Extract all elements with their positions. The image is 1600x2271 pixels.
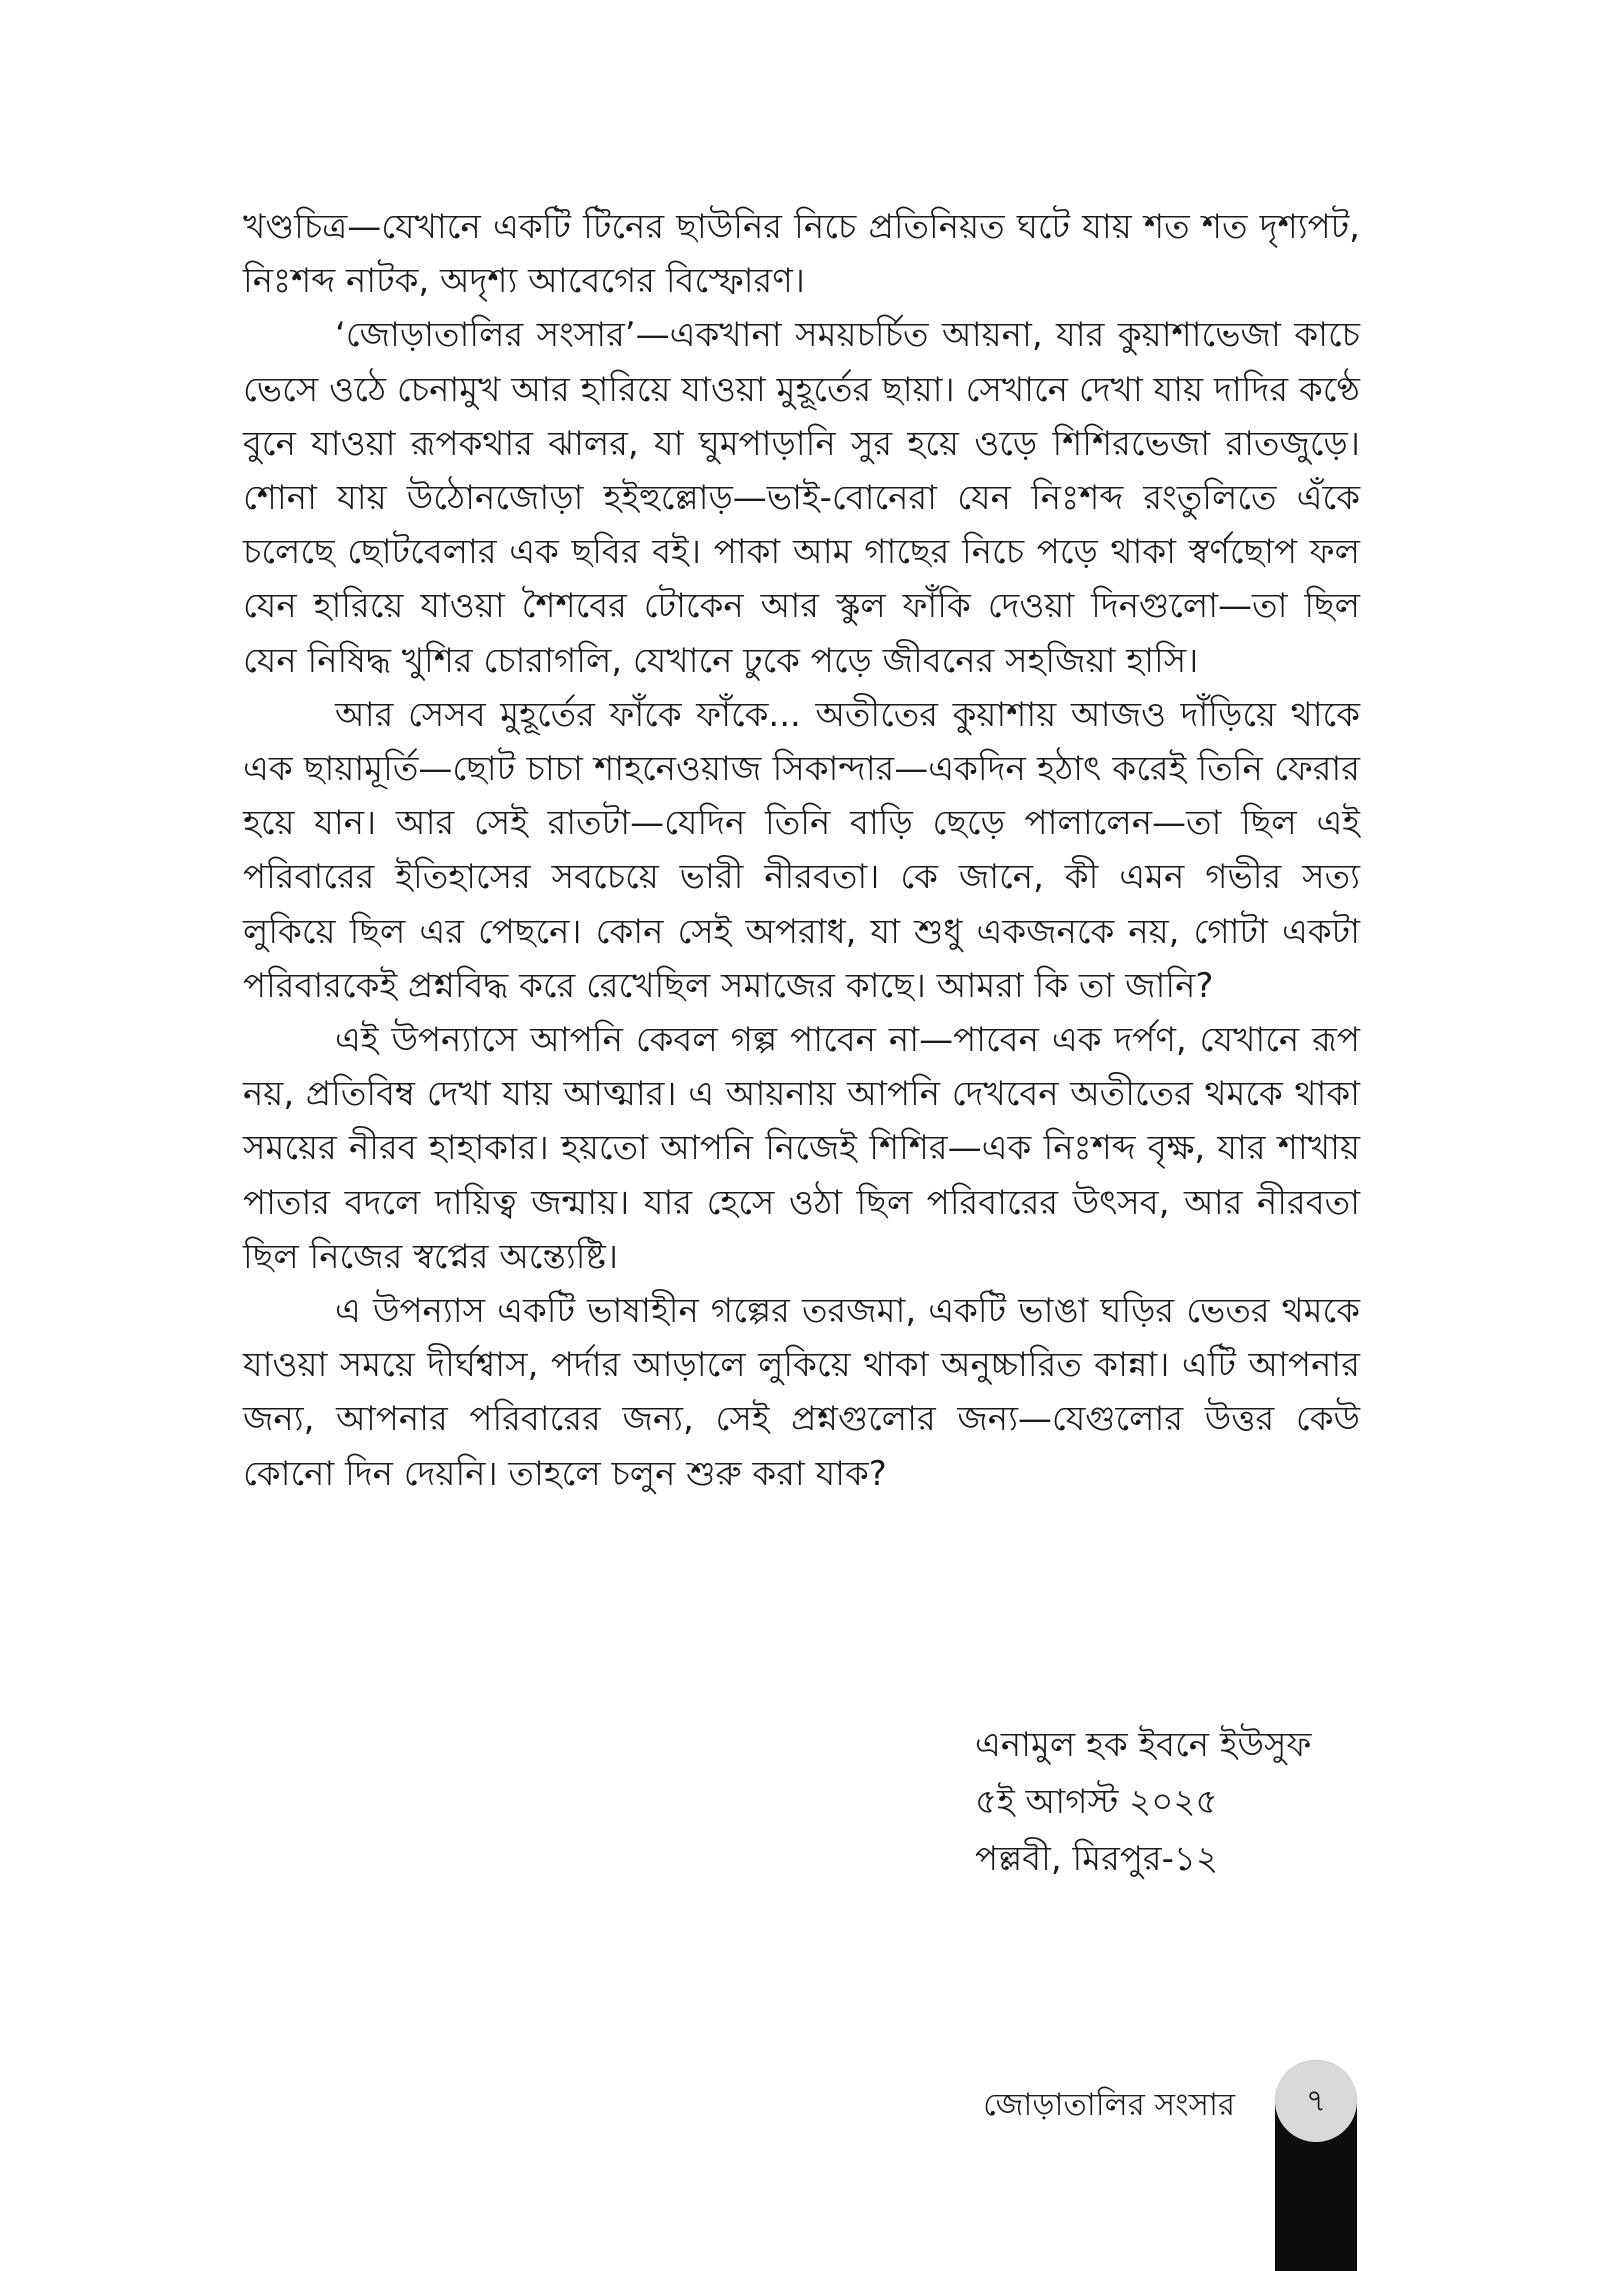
paragraph: আর সেসব মুহূর্তের ফাঁকে ফাঁকে... অতীতের কুয়াশায় আজও দাঁড়িয়ে থাকে এক ছায়ামূর্তি—ছোট চাচা শাহনেওয়াজ সিকান্দার—একদিন হঠাৎ করেই তিনি ফেরার হয়ে যান। আর সেই রাতটা—যেদিন তিনি বাড়ি ছেড়ে পালালেন—তা ছিল এই পরিবারের ইতিহাসের সবচেয়ে ভারী নীরবতা। কে জানে, কী এমন গভীর সত্য লুকিয়ে ছিল এর পেছনে। কোন সেই অপরাধ, যা শুধু একজনকে নয়, গোটা একটা পরিবারকেই প্রশ্নবিদ্ধ করে রেখেছিল সমাজের কাছে। আমরা কি তা জানি? (243, 694, 1360, 1006)
page-number: ৭ (1275, 2060, 1357, 2142)
running-footer-title: জোড়াতালির সংসার (983, 2087, 1235, 2123)
paragraph: এ উপন্যাস একটি ভাষাহীন গল্পের তরজমা, একটি ভাঙা ঘড়ির ভেতর থমকে যাওয়া সময়ে দীর্ঘশ্বাস, পর্দার আড়ালে লুকিয়ে থাকা অনুচ্চারিত কান্না। এটি আপনার জন্য, আপনার পরিবারের জন্য, সেই প্রশ্নগুলোর জন্য—যেগুলোর উত্তর কেউ কোনো দিন দেয়নি। তাহলে চলুন শুরু করা যাক? (243, 1291, 1360, 1494)
paragraph: ‘জোড়াতালির সংসার’—একখানা সময়চর্চিত আয়না, যার কুয়াশাভেজা কাচে ভেসে ওঠে চেনামুখ আর হারিয়ে যাওয়া মুহূর্তের ছায়া। সেখানে দেখা যায় দাদির কণ্ঠে বুনে যাওয়া রূপকথার ঝালর, যা ঘুমপাড়ানি সুর হয়ে ওড়ে শিশিরভেজা রাতজুড়ে। শোনা যায় উঠোনজোড়া হইহুল্লোড়—ভাই-বোনেরা যেন নিঃশব্দ রংতুলিতে এঁকে চলেছে ছোটবেলার এক ছবির বই। পাকা আম গাছের নিচে পড়ে থাকা স্বর্ণছোপ ফল যেন হারিয়ে যাওয়া শৈশবের টোকেন আর স্কুল ফাঁকি দেওয়া দিনগুলো—তা ছিল যেন নিষিদ্ধ খুশির চোরাগলি, যেখানে ঢুকে পড়ে জীবনের সহজিয়া হাসি। (243, 315, 1360, 681)
signature-place: পল্লবী, মিরপুর-১২ (975, 1839, 1219, 1879)
signature-date: ৫ই আগস্ট ২০২৫ (975, 1782, 1218, 1822)
author-name: এনামুল হক ইবনে ইউসুফ (975, 1725, 1312, 1765)
paragraph-continuation: খণ্ডচিত্র—যেখানে একটি টিনের ছাউনির নিচে প্রতিনিয়ত ঘটে যায় শত শত দৃশ্যপট, নিঃশব্দ নাটক, অদৃশ্য আবেগের বিস্ফোরণ। (243, 207, 1360, 302)
body-text (243, 200, 1360, 1501)
author-signature-block (975, 1717, 1375, 1888)
paragraph: এই উপন্যাসে আপনি কেবল গল্প পাবেন না—পাবেন এক দর্পণ, যেখানে রূপ নয়, প্রতিবিম্ব দেখা যায় আত্মার। এ আয়নায় আপনি দেখবেন অতীতের থমকে থাকা সময়ের নীরব হাহাকার। হয়তো আপনি নিজেই শিশির—এক নিঃশব্দ বৃক্ষ, যার শাখায় পাতার বদলে দায়িত্ব জন্মায়। যার হেসে ওঠা ছিল পরিবারের উৎসব, আর নীরবতা ছিল নিজের স্বপ্নের অন্ত্যেষ্টি। (243, 1020, 1360, 1277)
